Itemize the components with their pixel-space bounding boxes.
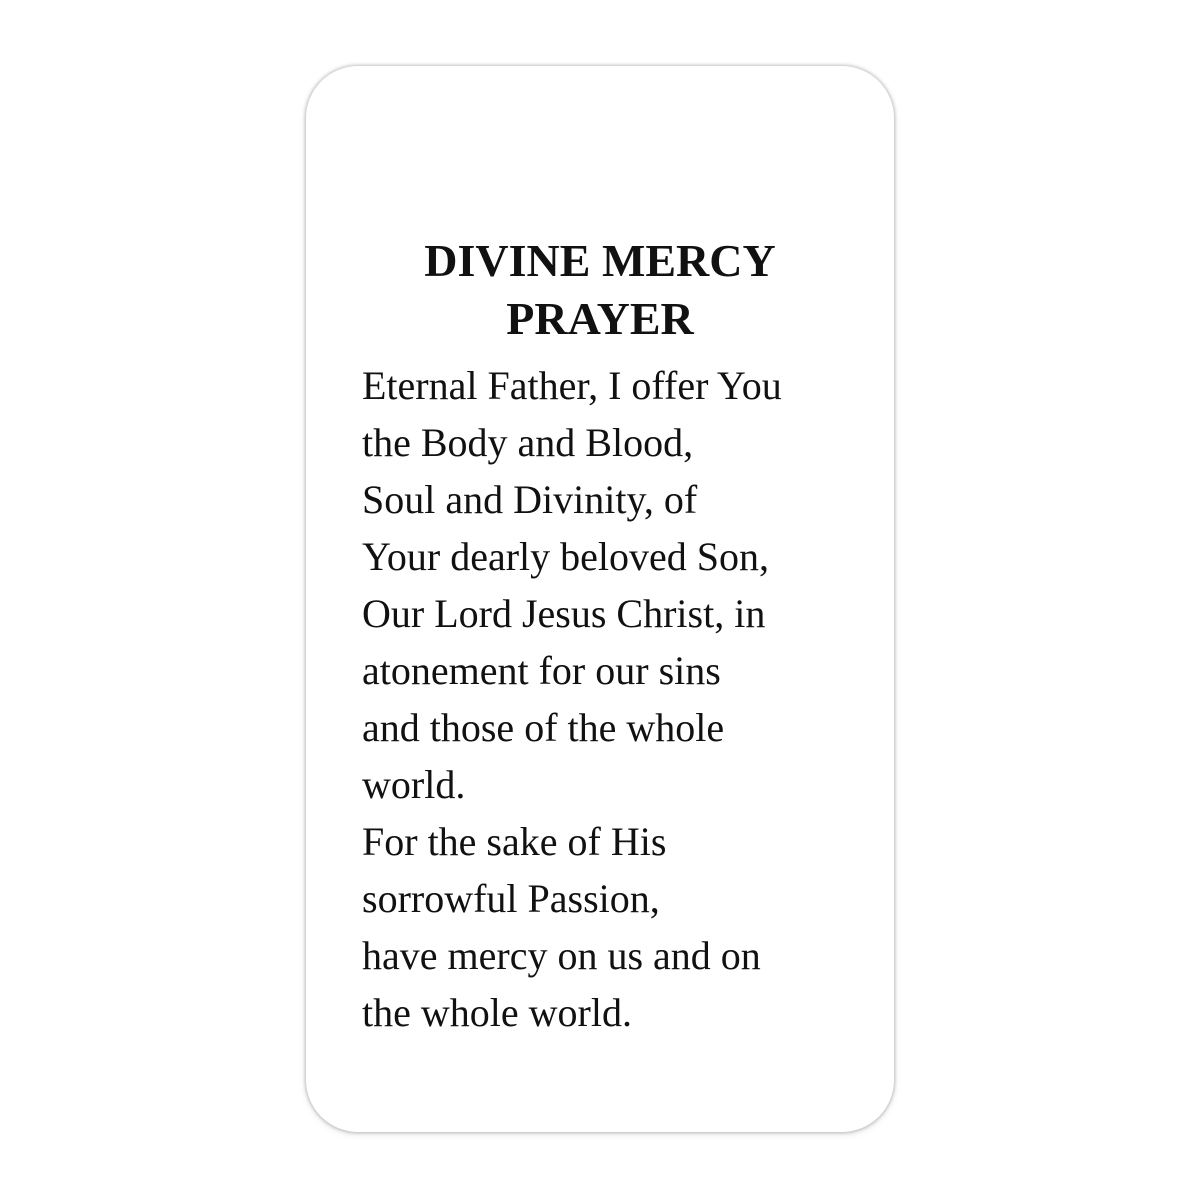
prayer-line: the whole world. <box>362 990 632 1035</box>
title-line: PRAYER <box>506 293 694 344</box>
prayer-line: Eternal Father, I offer You <box>362 363 782 408</box>
prayer-line: have mercy on us and on <box>362 933 761 978</box>
prayer-card <box>306 66 894 1132</box>
prayer-line: For the sake of His <box>362 819 667 864</box>
card-title <box>306 232 894 348</box>
prayer-text <box>362 357 882 1041</box>
title-line: DIVINE MERCY <box>424 235 776 286</box>
prayer-line: the Body and Blood, <box>362 420 694 465</box>
prayer-line: world. <box>362 762 466 807</box>
prayer-line: sorrowful Passion, <box>362 876 660 921</box>
prayer-line: Soul and Divinity, of <box>362 477 698 522</box>
prayer-line: Your dearly beloved Son, <box>362 534 770 579</box>
prayer-line: atonement for our sins <box>362 648 721 693</box>
prayer-line: Our Lord Jesus Christ, in <box>362 591 766 636</box>
prayer-line: and those of the whole <box>362 705 725 750</box>
